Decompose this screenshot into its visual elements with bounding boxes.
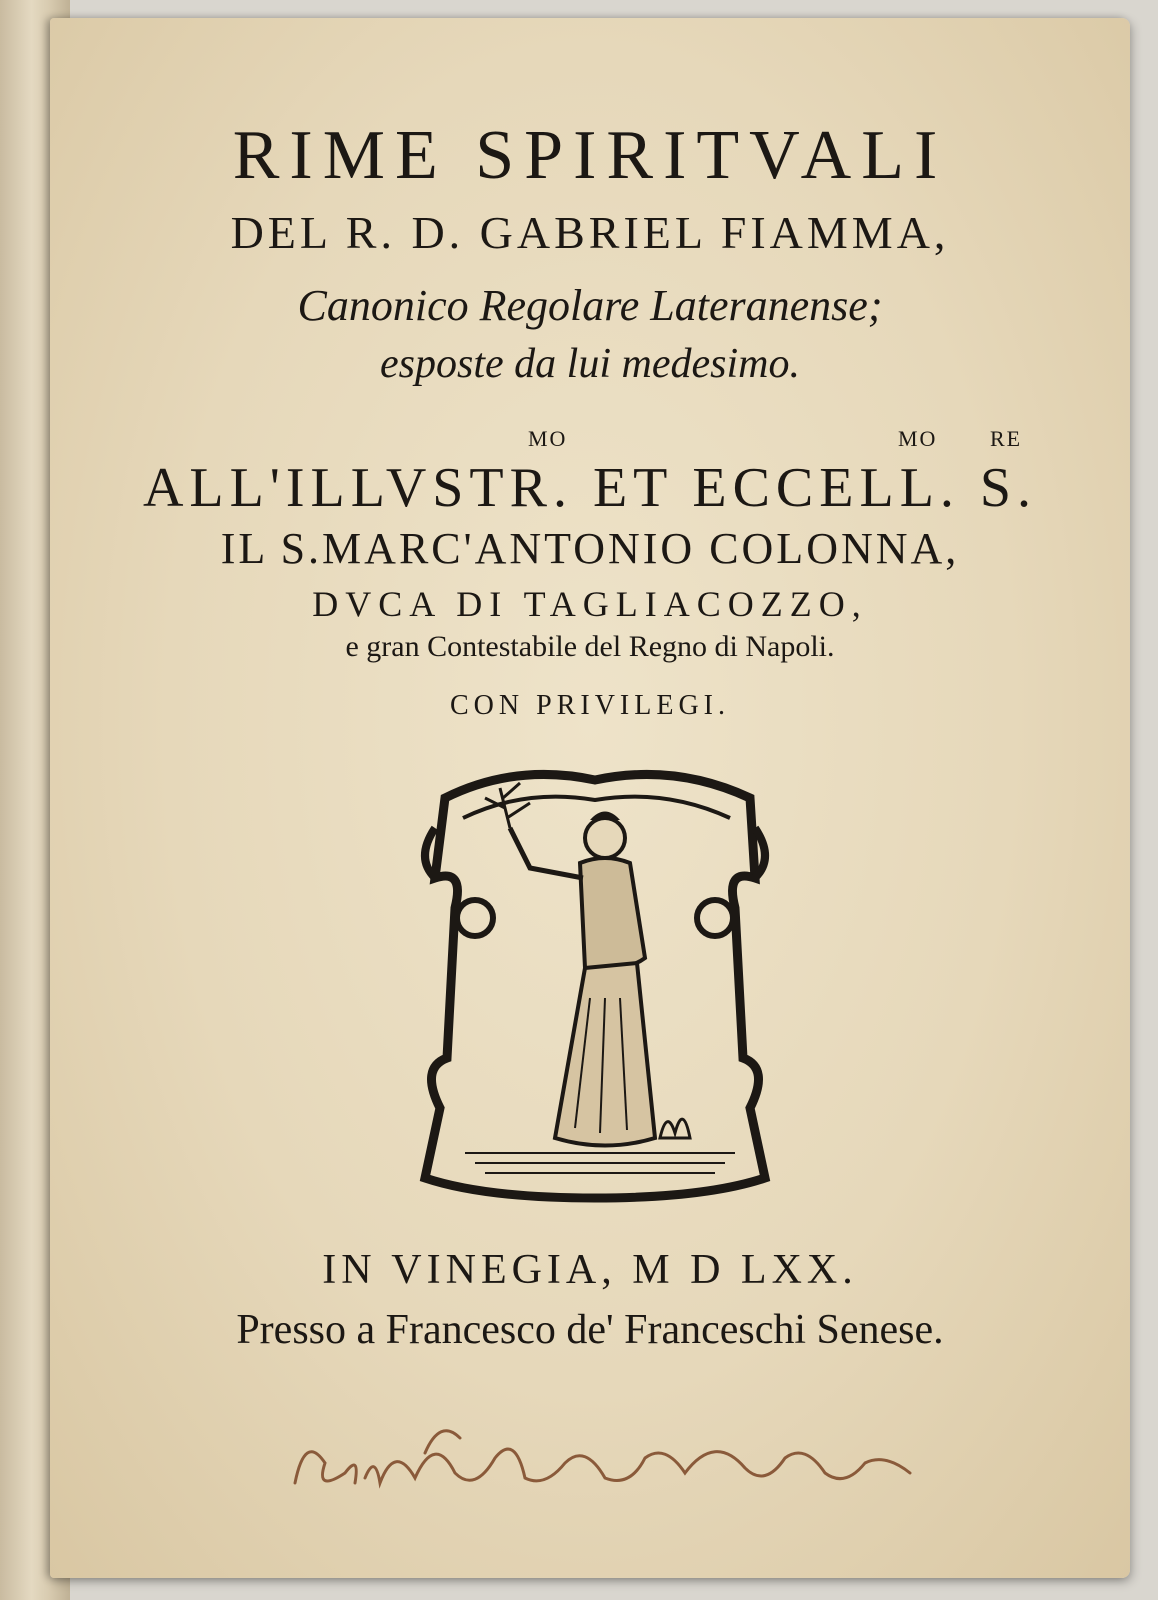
- title-page: [50, 18, 1130, 1578]
- author-role: Canonico Regolare Lateranense;: [297, 281, 883, 330]
- book-title: RIME SPIRITVALI: [232, 117, 948, 194]
- imprint-printer: Presso a Francesco de' Franceschi Senese.: [236, 1307, 944, 1353]
- printer-device-woodcut: [405, 758, 785, 1208]
- superscript-abbrev: MO: [898, 426, 938, 451]
- dedicatee-office: e gran Contestabile del Regno di Napoli.: [345, 630, 835, 663]
- subtitle: esposte da lui medesimo.: [380, 341, 800, 387]
- privilege-note: CON PRIVILEGI.: [450, 690, 730, 721]
- author-line: DEL R. D. GABRIEL FIAMMA,: [230, 207, 950, 258]
- superscript-abbrev: RE: [990, 426, 1023, 451]
- handwritten-inscription: [285, 1413, 925, 1508]
- dedication-line: ALL'ILLVSTR. ET ECCELL. S.: [142, 457, 1038, 519]
- dedicatee-name: IL S.MARC'ANTONIO COLONNA,: [220, 524, 960, 573]
- dedicatee-title: DVCA DI TAGLIACOZZO,: [312, 584, 868, 624]
- imprint-place-year: IN VINEGIA, M D LXX.: [322, 1247, 858, 1293]
- superscript-abbrev: MO: [528, 426, 568, 451]
